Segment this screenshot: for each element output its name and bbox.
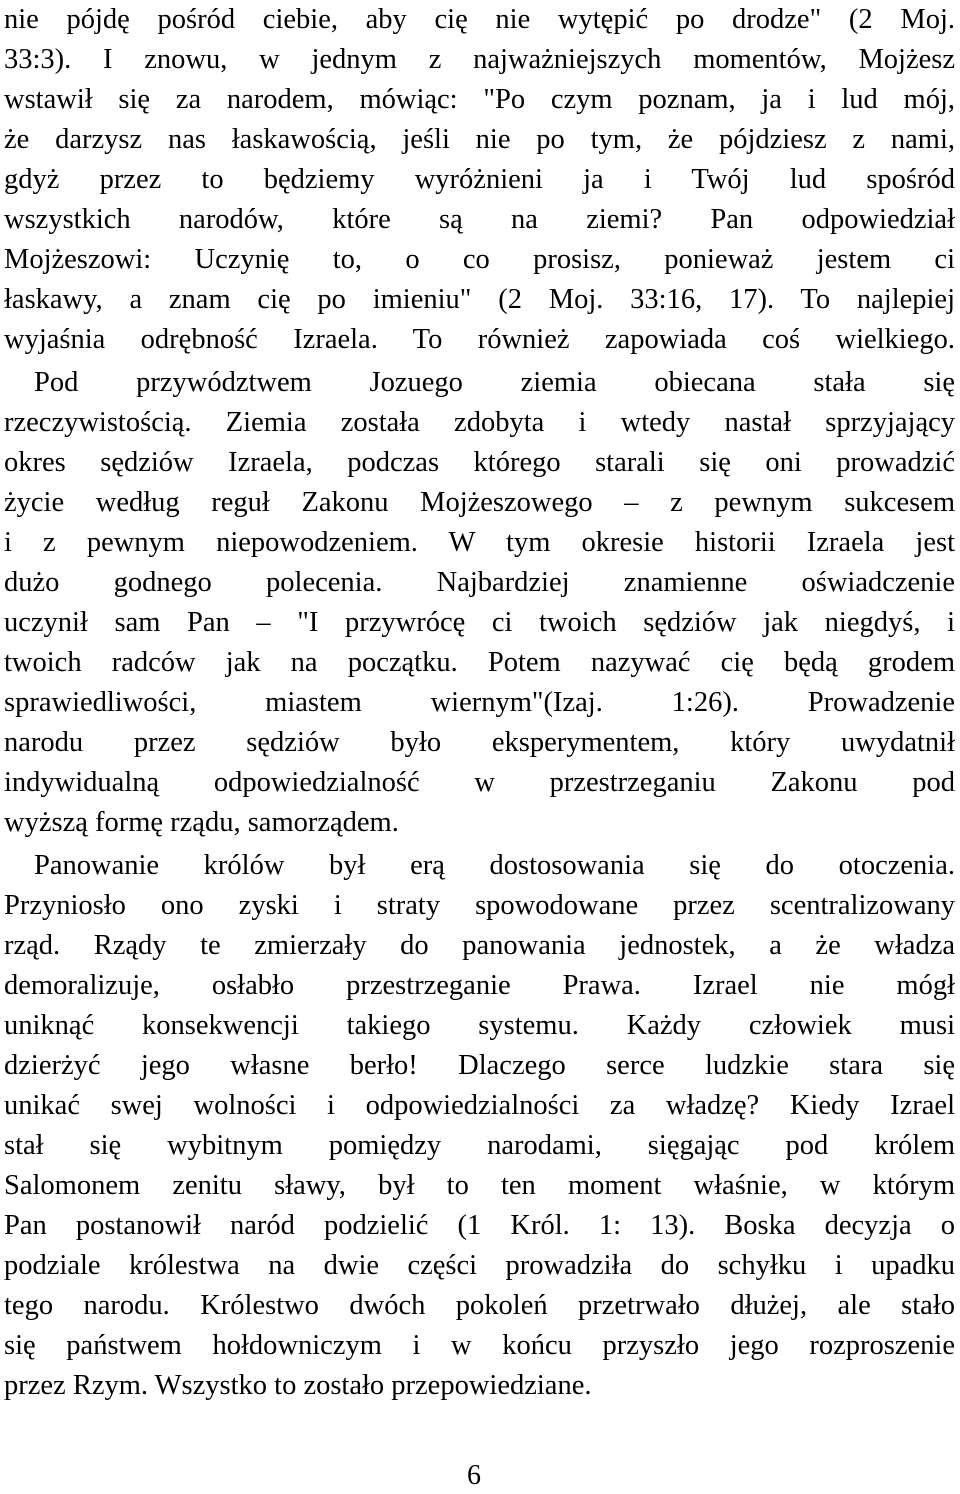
text-line: dzierżyć jego własne berło! Dlaczego serce ludzkie stara się: [4, 1050, 955, 1081]
text-line: narodu przez sędziów było eksperymentem, który uwydatnił: [4, 727, 955, 758]
paragraph-first-line: Panowanie królów był erą dostosowania się do otoczenia.: [34, 850, 955, 881]
text-line: rząd. Rządy te zmierzały do panowania jednostek, a że władza: [4, 930, 955, 961]
paragraph-first-line: Pod przywództwem Jozuego ziemia obiecana stała się: [34, 367, 955, 398]
text-line: uniknąć konsekwencji takiego systemu. Każdy człowiek musi: [4, 1010, 955, 1041]
paragraph-last-line: wyższą formę rządu, samorządem.: [4, 807, 399, 838]
text-line: 33:3). I znowu, w jednym z najważniejszych momentów, Mojżesz: [4, 44, 955, 75]
text-line: sprawiedliwości, miastem wiernym"(Izaj. 1:26). Prowadzenie: [4, 687, 955, 718]
text-line: Mojżeszowi: Uczynię to, o co prosisz, ponieważ jestem ci: [4, 244, 955, 275]
text-line: że darzysz nas łaskawością, jeśli nie po tym, że pójdziesz z nami,: [4, 124, 955, 155]
text-line: demoralizuje, osłabło przestrzeganie Prawa. Izrael nie mógł: [4, 970, 955, 1001]
text-line: okres sędziów Izraela, podczas którego starali się oni prowadzić: [4, 447, 955, 478]
text-line: dużo godnego polecenia. Najbardziej znamienne oświadczenie: [4, 567, 955, 598]
text-line: tego narodu. Królestwo dwóch pokoleń przetrwało dłużej, ale stało: [4, 1290, 955, 1321]
text-line: wszystkich narodów, które są na ziemi? Pan odpowiedział: [4, 204, 955, 235]
text-line: wyjaśnia odrębność Izraela. To również zapowiada coś wielkiego.: [4, 324, 955, 355]
text-line: i z pewnym niepowodzeniem. W tym okresie historii Izraela jest: [4, 527, 955, 558]
text-line: życie według reguł Zakonu Mojżeszowego – z pewnym sukcesem: [4, 487, 955, 518]
text-line: rzeczywistością. Ziemia została zdobyta i wtedy nastał sprzyjający: [4, 407, 955, 438]
text-line: stał się wybitnym pomiędzy narodami, sięgając pod królem: [4, 1130, 955, 1161]
page-number: 6: [467, 1460, 481, 1491]
text-line: Przyniosło ono zyski i straty spowodowane przez scentralizowany: [4, 890, 955, 921]
text-line: Pan postanowił naród podzielić (1 Król. 1: 13). Boska decyzja o: [4, 1210, 955, 1241]
text-line: się państwem hołdowniczym i w końcu przyszło jego rozproszenie: [4, 1330, 955, 1361]
text-line: wstawił się za narodem, mówiąc: "Po czym poznam, ja i lud mój,: [4, 84, 955, 115]
text-line: unikać swej wolności i odpowiedzialności za władzę? Kiedy Izrael: [4, 1090, 955, 1121]
text-line: Salomonem zenitu sławy, był to ten moment właśnie, w którym: [4, 1170, 955, 1201]
text-line: łaskawy, a znam cię po imieniu" (2 Moj. 33:16, 17). To najlepiej: [4, 284, 955, 315]
text-line: nie pójdę pośród ciebie, aby cię nie wytępić po drodze" (2 Moj.: [4, 4, 955, 35]
text-line: indywidualną odpowiedzialność w przestrzeganiu Zakonu pod: [4, 767, 955, 798]
text-line: twoich radców jak na początku. Potem nazywać cię będą grodem: [4, 647, 955, 678]
text-line: podziale królestwa na dwie części prowadziła do schyłku i upadku: [4, 1250, 955, 1281]
paragraph-last-line: przez Rzym. Wszystko to zostało przepowiedziane.: [4, 1370, 592, 1401]
text-line: gdyż przez to będziemy wyróżnieni ja i Twój lud spośród: [4, 164, 955, 195]
text-line: uczynił sam Pan – "I przywrócę ci twoich sędziów jak niegdyś, i: [4, 607, 955, 638]
